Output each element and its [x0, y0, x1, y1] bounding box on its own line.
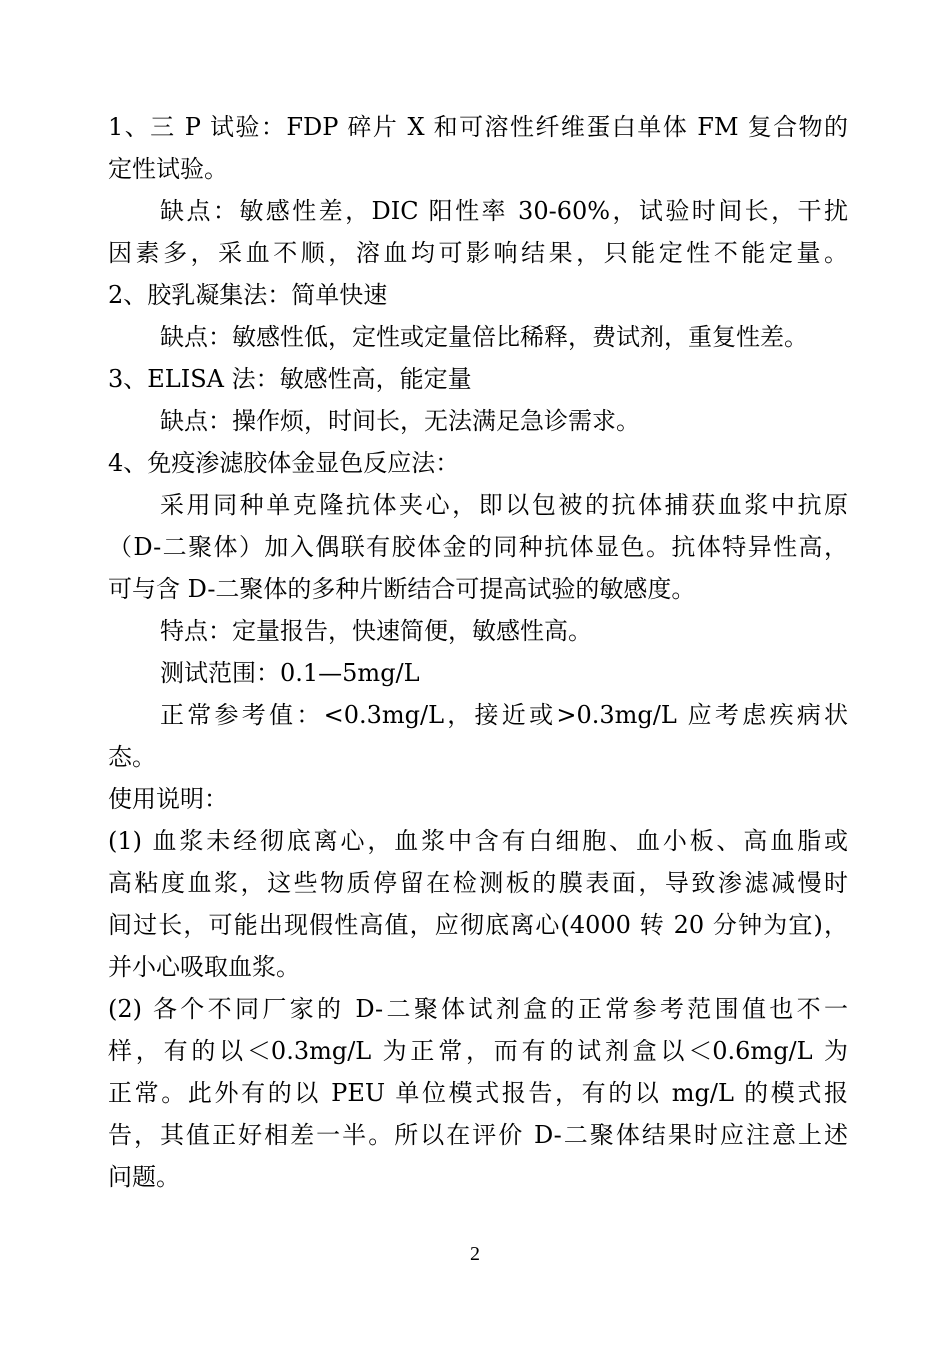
- text-line: 因素多，采血不顺，溶血均可影响结果，只能定性不能定量。: [108, 239, 848, 267]
- text-line: 正常。此外有的以 PEU 单位模式报告，有的以 mg/L 的模式报: [108, 1079, 848, 1107]
- text-line: （D-二聚体）加入偶联有胶体金的同种抗体显色。抗体特异性高，: [108, 533, 848, 561]
- text-line: (1) 血浆未经彻底离心，血浆中含有白细胞、血小板、高血脂或: [108, 827, 848, 855]
- text-line: 态。: [108, 743, 156, 771]
- text-line: 1、三 P 试验：FDP 碎片 X 和可溶性纤维蛋白单体 FM 复合物的: [108, 113, 848, 141]
- text-line: 样，有的以＜0.3mg/L 为正常，而有的试剂盒以＜0.6mg/L 为: [108, 1037, 848, 1065]
- text-line: 特点：定量报告，快速简便，敏感性高。: [160, 617, 592, 645]
- page-number: 2: [470, 1243, 480, 1265]
- text-line: 定性试验。: [108, 155, 228, 183]
- text-line: 问题。: [108, 1163, 180, 1191]
- text-line: 正常参考值：<0.3mg/L，接近或>0.3mg/L 应考虑疾病状: [160, 701, 848, 729]
- text-line: 缺点：操作烦，时间长，无法满足急诊需求。: [160, 407, 640, 435]
- text-line: 间过长，可能出现假性高值，应彻底离心(4000 转 20 分钟为宜)，: [108, 911, 848, 939]
- text-line: 告，其值正好相差一半。所以在评价 D-二聚体结果时应注意上述: [108, 1121, 848, 1149]
- text-line: 2、胶乳凝集法：简单快速: [108, 281, 388, 309]
- text-line: 并小心吸取血浆。: [108, 953, 300, 981]
- text-line: (2) 各个不同厂家的 D-二聚体试剂盒的正常参考范围值也不一: [108, 995, 848, 1023]
- text-line: 采用同种单克隆抗体夹心，即以包被的抗体捕获血浆中抗原: [160, 491, 848, 519]
- text-line: 可与含 D-二聚体的多种片断结合可提高试验的敏感度。: [108, 575, 696, 603]
- text-line: 3、ELISA 法：敏感性高，能定量: [108, 365, 472, 393]
- text-line: 缺点：敏感性差，DIC 阳性率 30-60%，试验时间长，干扰: [160, 197, 848, 225]
- text-line: 4、免疫渗滤胶体金显色反应法：: [108, 449, 460, 477]
- text-line: 测试范围：0.1—5mg/L: [160, 659, 420, 687]
- text-line: 高粘度血浆，这些物质停留在检测板的膜表面，导致渗滤减慢时: [108, 869, 848, 897]
- text-line: 使用说明：: [108, 785, 228, 813]
- text-line: 缺点：敏感性低，定性或定量倍比稀释，费试剂，重复性差。: [160, 323, 808, 351]
